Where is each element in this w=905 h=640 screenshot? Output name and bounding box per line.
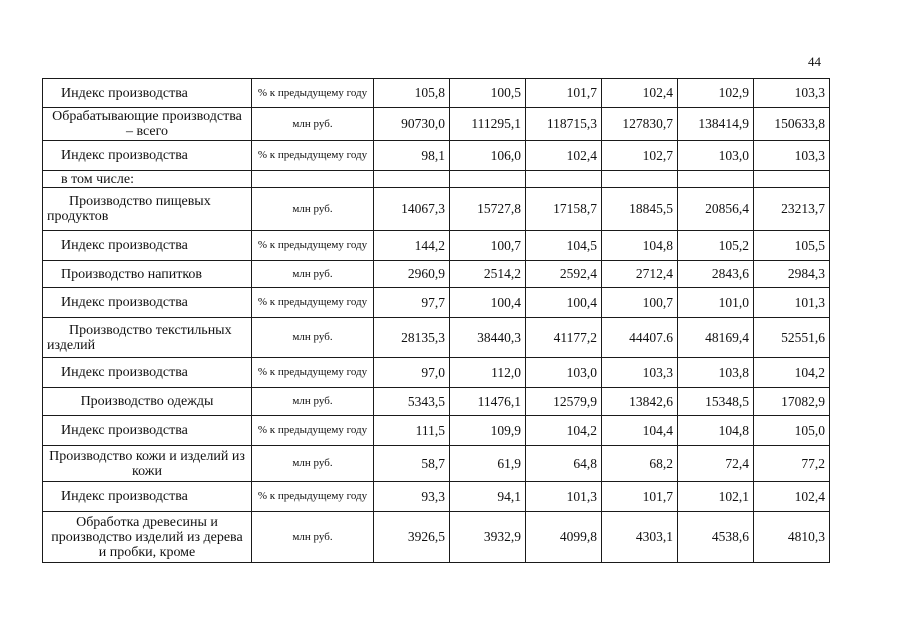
row-unit: % к предыдущему году — [252, 416, 374, 446]
value-cell: 103,3 — [602, 358, 678, 388]
value-cell: 61,9 — [450, 446, 526, 482]
value-cell: 103,0 — [678, 141, 754, 171]
value-cell: 106,0 — [450, 141, 526, 171]
value-cell: 15348,5 — [678, 388, 754, 416]
table-row — [43, 388, 830, 416]
value-cell: 127830,7 — [602, 108, 678, 141]
value-cell: 105,2 — [678, 231, 754, 261]
value-cell: 104,4 — [602, 416, 678, 446]
value-cell: 2592,4 — [526, 261, 602, 288]
value-cell: 41177,2 — [526, 318, 602, 358]
value-cell: 111295,1 — [450, 108, 526, 141]
value-cell: 13842,6 — [602, 388, 678, 416]
row-unit: млн руб. — [252, 512, 374, 563]
value-cell: 103,0 — [526, 358, 602, 388]
value-cell: 2514,2 — [450, 261, 526, 288]
table-row — [43, 141, 830, 171]
value-cell: 93,3 — [374, 482, 450, 512]
value-cell: 58,7 — [374, 446, 450, 482]
row-name: Производство текстильных изделий — [43, 318, 252, 358]
value-cell — [450, 171, 526, 188]
value-cell: 104,8 — [678, 416, 754, 446]
value-cell: 4810,3 — [754, 512, 830, 563]
value-cell: 100,7 — [602, 288, 678, 318]
page-number: 44 — [808, 54, 821, 69]
row-name: в том числе: — [43, 171, 252, 188]
table-row — [43, 171, 830, 188]
value-cell: 15727,8 — [450, 188, 526, 231]
value-cell: 94,1 — [450, 482, 526, 512]
value-cell: 104,8 — [602, 231, 678, 261]
value-cell: 12579,9 — [526, 388, 602, 416]
value-cell: 72,4 — [678, 446, 754, 482]
row-unit: млн руб. — [252, 446, 374, 482]
row-unit: % к предыдущему году — [252, 482, 374, 512]
row-unit: млн руб. — [252, 318, 374, 358]
value-cell: 4099,8 — [526, 512, 602, 563]
statistics-table — [42, 78, 830, 563]
value-cell: 52551,6 — [754, 318, 830, 358]
row-name: Обработка древесины и производство изделий из дерева и пробки, кроме — [43, 512, 252, 563]
row-name: Производство одежды — [43, 388, 252, 416]
value-cell: 105,8 — [374, 79, 450, 108]
value-cell: 118715,3 — [526, 108, 602, 141]
value-cell: 102,4 — [754, 482, 830, 512]
table-row — [43, 261, 830, 288]
value-cell: 103,8 — [678, 358, 754, 388]
row-name: Индекс производства — [43, 482, 252, 512]
value-cell: 23213,7 — [754, 188, 830, 231]
row-name: Индекс производства — [43, 358, 252, 388]
value-cell: 105,0 — [754, 416, 830, 446]
value-cell: 98,1 — [374, 141, 450, 171]
value-cell: 103,3 — [754, 141, 830, 171]
value-cell: 97,7 — [374, 288, 450, 318]
value-cell: 38440,3 — [450, 318, 526, 358]
row-name: Индекс производства — [43, 288, 252, 318]
table-row — [43, 79, 830, 108]
value-cell: 102,4 — [526, 141, 602, 171]
value-cell — [602, 171, 678, 188]
row-name: Индекс производства — [43, 231, 252, 261]
value-cell: 138414,9 — [678, 108, 754, 141]
value-cell: 90730,0 — [374, 108, 450, 141]
row-name: Индекс производства — [43, 141, 252, 171]
value-cell: 2843,6 — [678, 261, 754, 288]
value-cell: 112,0 — [450, 358, 526, 388]
row-unit — [252, 171, 374, 188]
value-cell: 105,5 — [754, 231, 830, 261]
value-cell — [754, 171, 830, 188]
value-cell: 20856,4 — [678, 188, 754, 231]
value-cell: 2984,3 — [754, 261, 830, 288]
value-cell: 64,8 — [526, 446, 602, 482]
value-cell: 111,5 — [374, 416, 450, 446]
row-name: Производство напитков — [43, 261, 252, 288]
value-cell: 2712,4 — [602, 261, 678, 288]
row-unit: млн руб. — [252, 108, 374, 141]
value-cell: 44407.6 — [602, 318, 678, 358]
value-cell: 104,5 — [526, 231, 602, 261]
value-cell: 101,3 — [754, 288, 830, 318]
value-cell: 109,9 — [450, 416, 526, 446]
row-name: Производство пищевых продуктов — [43, 188, 252, 231]
row-unit: % к предыдущему году — [252, 79, 374, 108]
table-row — [43, 288, 830, 318]
value-cell: 102,4 — [602, 79, 678, 108]
value-cell: 100,4 — [450, 288, 526, 318]
value-cell: 14067,3 — [374, 188, 450, 231]
value-cell: 104,2 — [754, 358, 830, 388]
value-cell: 5343,5 — [374, 388, 450, 416]
table-row — [43, 512, 830, 563]
value-cell — [678, 171, 754, 188]
table-row — [43, 446, 830, 482]
value-cell: 4303,1 — [602, 512, 678, 563]
row-unit: % к предыдущему году — [252, 358, 374, 388]
value-cell: 103,3 — [754, 79, 830, 108]
value-cell: 3932,9 — [450, 512, 526, 563]
table-row — [43, 231, 830, 261]
value-cell: 101,7 — [526, 79, 602, 108]
value-cell: 102,9 — [678, 79, 754, 108]
table-row — [43, 416, 830, 446]
value-cell: 150633,8 — [754, 108, 830, 141]
value-cell: 2960,9 — [374, 261, 450, 288]
value-cell: 102,7 — [602, 141, 678, 171]
value-cell: 104,2 — [526, 416, 602, 446]
value-cell — [374, 171, 450, 188]
value-cell: 144,2 — [374, 231, 450, 261]
value-cell: 100,7 — [450, 231, 526, 261]
row-unit: млн руб. — [252, 261, 374, 288]
value-cell: 77,2 — [754, 446, 830, 482]
table-row — [43, 108, 830, 141]
value-cell: 3926,5 — [374, 512, 450, 563]
value-cell: 101,0 — [678, 288, 754, 318]
value-cell: 11476,1 — [450, 388, 526, 416]
value-cell: 100,4 — [526, 288, 602, 318]
row-name: Индекс производства — [43, 416, 252, 446]
value-cell: 17158,7 — [526, 188, 602, 231]
table-row — [43, 188, 830, 231]
value-cell: 100,5 — [450, 79, 526, 108]
value-cell: 68,2 — [602, 446, 678, 482]
value-cell: 18845,5 — [602, 188, 678, 231]
value-cell: 4538,6 — [678, 512, 754, 563]
row-unit: % к предыдущему году — [252, 141, 374, 171]
value-cell: 97,0 — [374, 358, 450, 388]
row-unit: % к предыдущему году — [252, 231, 374, 261]
row-unit: % к предыдущему году — [252, 288, 374, 318]
row-name: Обрабатывающие производства – всего — [43, 108, 252, 141]
value-cell: 28135,3 — [374, 318, 450, 358]
value-cell: 17082,9 — [754, 388, 830, 416]
row-name: Производство кожи и изделий из кожи — [43, 446, 252, 482]
row-name: Индекс производства — [43, 79, 252, 108]
value-cell: 48169,4 — [678, 318, 754, 358]
value-cell: 101,3 — [526, 482, 602, 512]
table-row — [43, 358, 830, 388]
value-cell: 101,7 — [602, 482, 678, 512]
row-unit: млн руб. — [252, 388, 374, 416]
row-unit: млн руб. — [252, 188, 374, 231]
value-cell — [526, 171, 602, 188]
value-cell: 102,1 — [678, 482, 754, 512]
table-row — [43, 482, 830, 512]
table-row — [43, 318, 830, 358]
